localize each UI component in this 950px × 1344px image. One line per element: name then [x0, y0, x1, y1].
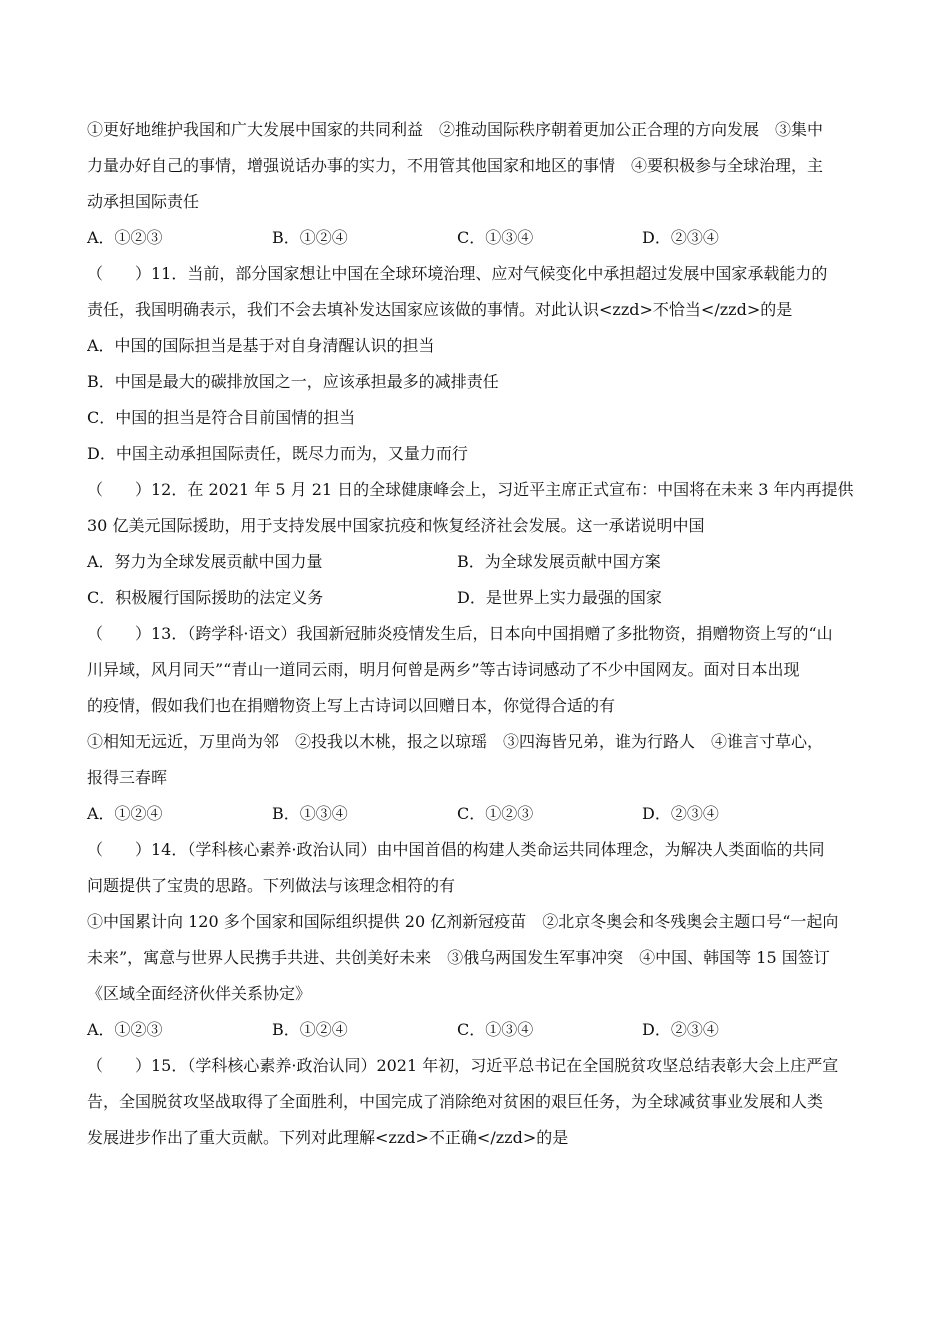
q12-options-row: [87, 580, 867, 616]
q10-option-d: D．②③④: [642, 228, 719, 247]
q12-stem-line: （ ）12．在 2021 年 5 月 21 日的全球健康峰会上，习近平主席正式宣布：中国将在未来 3 年内再提供: [87, 480, 854, 499]
question-12: [87, 472, 867, 616]
question-13: [87, 616, 867, 832]
q14-option-c: C．①③④: [457, 1020, 534, 1039]
q11-option-b: B．中国是最大的碳排放国之一，应该承担最多的减排责任: [87, 372, 499, 391]
question-10: [87, 112, 867, 256]
q11-option-a: A．中国的国际担当是基于对自身清醒认识的担当: [87, 336, 435, 355]
q13-option-b: B．①③④: [272, 804, 348, 823]
q14-statement-line: 未来”，寓意与世界人民携手共进、共创美好未来 ③俄乌两国发生军事冲突 ④中国、韩国等 15 国签订: [87, 948, 830, 967]
question-11: [87, 256, 867, 472]
q15-stem-line: （ ）15．（学科核心素养·政治认同）2021 年初，习近平总书记在全国脱贫攻坚总结表彰大会上庄严宣: [87, 1056, 839, 1075]
q10-statement-line: ①更好地维护我国和广大发展中国家的共同利益 ②推动国际秩序朝着更加公正合理的方向发展 ③集中: [87, 120, 824, 139]
q14-option-a: A．①②③: [87, 1020, 163, 1039]
question-14: [87, 832, 867, 1048]
q12-option-c: C．积极履行国际援助的法定义务: [87, 588, 324, 607]
question-list: [87, 112, 867, 1156]
q13-stem-line: 的疫情，假如我们也在捐赠物资上写上古诗词以回赠日本，你觉得合适的有: [87, 696, 616, 715]
q11-option-c: C．中国的担当是符合目前国情的担当: [87, 408, 356, 427]
q15-stem-line: 发展进步作出了重大贡献。下列对此理解<zzd>不正确</zzd>的是: [87, 1128, 569, 1147]
q10-options: [87, 220, 867, 256]
q10-statement-line: 动承担国际责任: [87, 192, 200, 211]
q14-stem-line: 问题提供了宝贵的思路。下列做法与该理念相符的有: [87, 876, 456, 895]
q10-option-a: A．①②③: [87, 228, 163, 247]
q13-option-d: D．②③④: [642, 804, 719, 823]
q14-option-b: B．①②④: [272, 1020, 348, 1039]
q13-options: [87, 796, 867, 832]
q11-stem-line: 责任，我国明确表示，我们不会去填补发达国家应该做的事情。对此认识<zzd>不恰当</zzd>的是: [87, 300, 793, 319]
q13-statement-line: ①相知无远近，万里尚为邻 ②投我以木桃，报之以琼瑶 ③四海皆兄弟，谁为行路人 ④谁言寸草心，: [87, 732, 824, 751]
q14-statement-line: 《区域全面经济伙伴关系协定》: [87, 984, 312, 1003]
q11-option-d: D．中国主动承担国际责任，既尽力而为，又量力而行: [87, 444, 468, 463]
q13-option-c: C．①②③: [457, 804, 534, 823]
q14-options: [87, 1012, 867, 1048]
q11-stem-line: （ ）11．当前，部分国家想让中国在全球环境治理、应对气候变化中承担超过发展中国家承载能力的: [87, 264, 828, 283]
q12-option-b: B．为全球发展贡献中国方案: [457, 552, 661, 571]
q12-option-d: D．是世界上实力最强的国家: [457, 588, 662, 607]
question-15: [87, 1048, 867, 1156]
q10-option-c: C．①③④: [457, 228, 534, 247]
q12-option-a: A．努力为全球发展贡献中国力量: [87, 552, 323, 571]
q14-option-d: D．②③④: [642, 1020, 719, 1039]
q15-stem-line: 告，全国脱贫攻坚战取得了全面胜利，中国完成了消除绝对贫困的艰巨任务，为全球减贫事业发展和人类: [87, 1092, 824, 1111]
q10-option-b: B．①②④: [272, 228, 348, 247]
q13-stem-line: 川异域，风月同天”“青山一道同云雨，明月何曾是两乡”等古诗词感动了不少中国网友。面对日本出现: [87, 660, 800, 679]
q14-statement-line: ①中国累计向 120 多个国家和国际组织提供 20 亿剂新冠疫苗 ②北京冬奥会和冬残奥会主题口号“一起向: [87, 912, 839, 931]
q10-statement-line: 力量办好自己的事情，增强说话办事的实力，不用管其他国家和地区的事情 ④要积极参与全球治理，主: [87, 156, 824, 175]
q14-stem-line: （ ）14．（学科核心素养·政治认同）由中国首倡的构建人类命运共同体理念，为解决人类面临的共同: [87, 840, 825, 859]
q13-option-a: A．①②④: [87, 804, 163, 823]
q13-statement-line: 报得三春晖: [87, 768, 168, 787]
q12-options-row: [87, 544, 867, 580]
q12-stem-line: 30 亿美元国际援助，用于支持发展中国家抗疫和恢复经济社会发展。这一承诺说明中国: [87, 516, 705, 535]
q13-stem-line: （ ）13．（跨学科·语文）我国新冠肺炎疫情发生后，日本向中国捐赠了多批物资，捐赠物资上写的“山: [87, 624, 833, 643]
